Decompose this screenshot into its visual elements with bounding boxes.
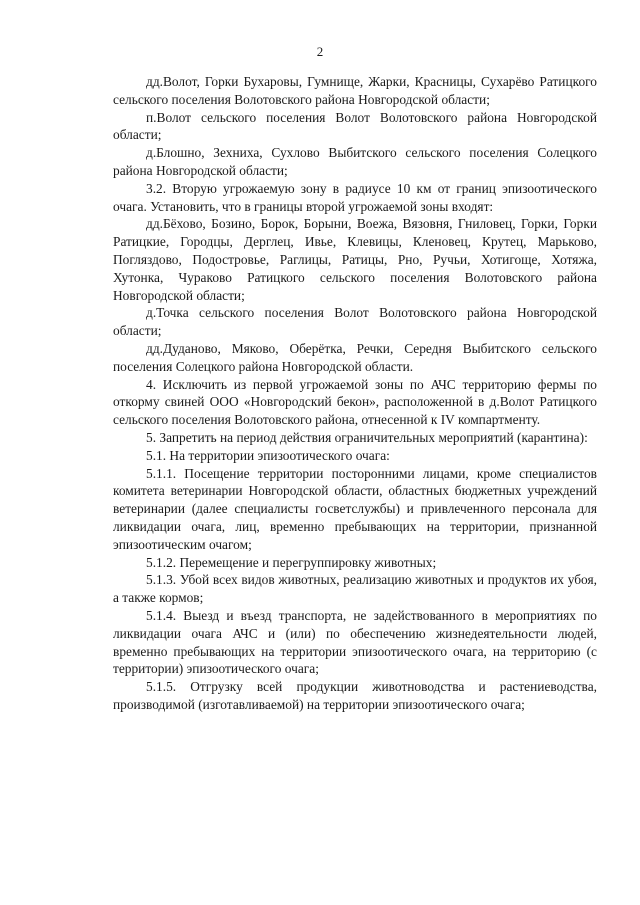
paragraph-clause-4: 4. Исключить из первой угрожаемой зоны по АЧС территорию фермы по откорму свиней ООО «Новгородский бекон», расположенной в д.Волот Ратицкого сельского поселения Волотовского района, отнесенной к IV компартменту.	[113, 376, 597, 428]
paragraph-clause-5-1-1: 5.1.1. Посещение территории посторонними лицами, кроме специалистов комитета ветеринарии Новгородской области, областных бюджетных учреждений ветеринарии (далее специалисты госветслужбы) и привлеченного персонала для ликвидации очага, лиц, временно пребывающих на территории, признанной эпизоотическим очагом;	[113, 465, 597, 552]
paragraph-villages-first-zone-ratitsy: дд.Волот, Горки Бухаровы, Гумнище, Жарки, Красницы, Сухарёво Ратицкого сельского поселения Волотовского района Новгородской области;	[113, 74, 597, 107]
paragraph-villages-vybiti: д.Блошно, Зехниха, Сухлово Выбитского сельского поселения Солецкого района Новгородской области;	[113, 145, 597, 178]
paragraph-clause-5: 5. Запретить на период действия ограничительных мероприятий (карантина):	[146, 429, 588, 445]
paragraph-villages-second-zone-vybiti: дд.Дуданово, Мяково, Оберётка, Речки, Середня Выбитского сельского поселения Солецкого района Новгородской области.	[113, 340, 597, 374]
paragraph-clause-5-1-5: 5.1.5. Отгрузку всей продукции животноводства и растениеводства, производимой (изготавливаемой) на территории эпизоотического очага;	[113, 679, 597, 712]
paragraph-clause-3-2: 3.2. Вторую угрожаемую зону в радиусе 10 км от границ эпизоотического очага. Установить, что в границы второй угрожаемой зоны входят:	[113, 180, 597, 214]
paragraph-settlement-volot: п.Волот сельского поселения Волот Волотовского района Новгородской области;	[113, 109, 597, 143]
paragraph-clause-5-1-3: 5.1.3. Убой всех видов животных, реализацию животных и продуктов их убоя, а также кормов;	[113, 572, 597, 606]
paragraph-clause-5-1: 5.1. На территории эпизоотического очага:	[146, 447, 390, 463]
document-body	[113, 73, 597, 714]
page-number: 2	[316, 44, 324, 59]
paragraph-clause-5-1-2: 5.1.2. Перемещение и перегруппировку животных;	[146, 554, 437, 570]
paragraph-clause-5-1-4: 5.1.4. Выезд и въезд транспорта, не задействованного в мероприятиях по ликвидации очага АЧС и (или) по обеспечению жизнедеятельности людей, временно пребывающих на территории эпизоотического очага, на территорию (с территории) эпизоотического очага;	[113, 607, 597, 677]
paragraph-village-tochka: д.Точка сельского поселения Волот Волотовского района Новгородской области;	[113, 305, 597, 339]
paragraph-villages-second-zone-ratitsy: дд.Бёхово, Бозино, Борок, Борыни, Воежа, Вязовня, Гниловец, Горки, Горки Ратицкие, Городцы, Дерглец, Ивье, Клевицы, Кленовец, Крутец, Марьково, Погляздово, Подостровье, Раглицы, Ратицы, Рно, Ручьи, Хотигоще, Хотяжа, Хутонка, Чураково Ратицкого сельского поселения Волотовского района Новгородской области;	[113, 216, 597, 303]
